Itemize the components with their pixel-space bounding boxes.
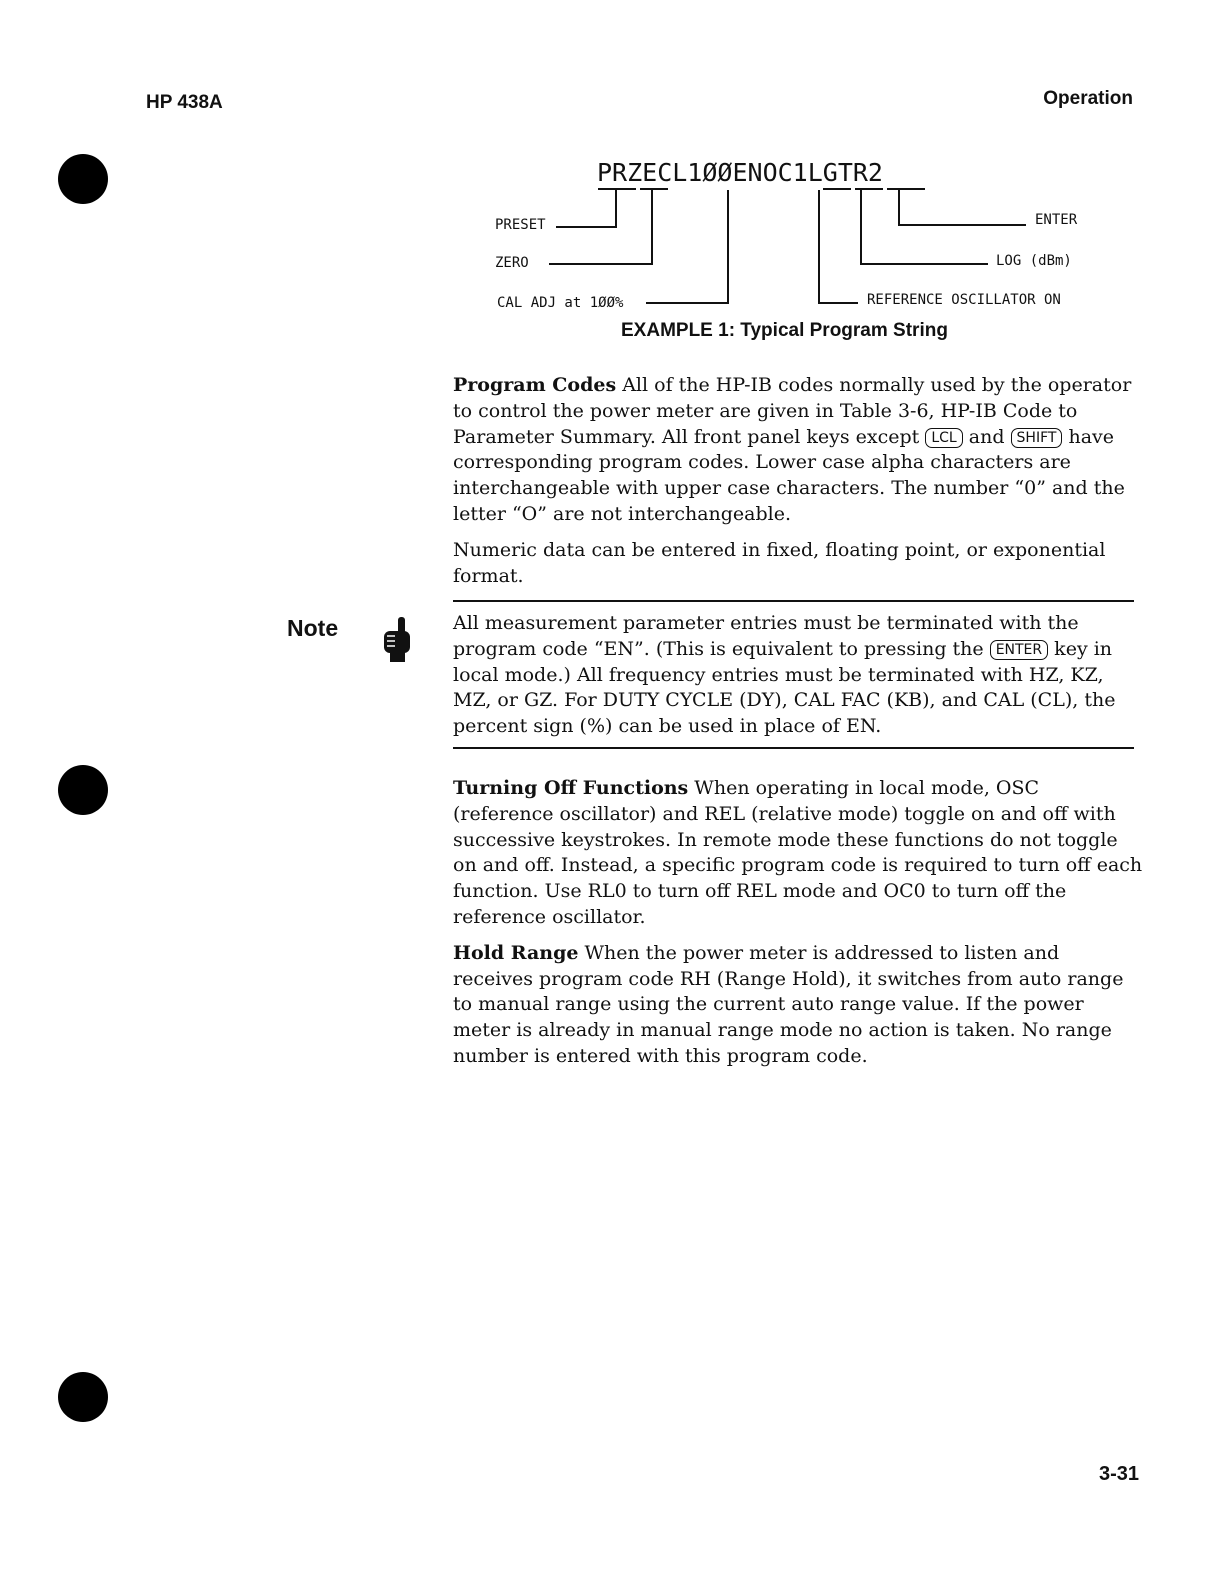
leader-log-h <box>860 263 988 265</box>
label-log: LOG (dBm) <box>996 253 1072 269</box>
program-string-diagram <box>0 0 1229 345</box>
leader-enter-v <box>898 190 900 226</box>
note-text-2: key in local mode.) All frequency entries must be terminated with HZ, KZ, MZ, or GZ. For DUTY CYCLE (DY), CAL FAC (KB), and CAL (CL), the percent sign (%) can be used in place of EN. <box>453 637 1116 738</box>
page-number: 3-31 <box>1098 1463 1139 1485</box>
example-caption: EXAMPLE 1: Typical Program String <box>621 320 948 341</box>
note-body <box>453 611 1143 750</box>
leader-cal-v <box>727 190 729 304</box>
leader-osc-h <box>818 302 858 304</box>
turning-off-text: When operating in local mode, OSC (reference oscillator) and REL (relative mode) toggle on and off with successive keystrokes. In remote mode these functions do not toggle on and off. Instead, a specific program code is required to turn off each function. Use RL0 to turn off REL mode and OC0 to turn off the reference oscillator. <box>453 777 1143 928</box>
program-codes-section <box>453 373 1143 599</box>
leader-zero-h <box>549 263 653 265</box>
note-title: Note <box>287 615 339 641</box>
program-codes-text-2: have corresponding program codes. Lower case alpha characters are interchangeable with upper case characters. The number “0” and the letter “O” are not interchangeable. <box>453 425 1125 525</box>
pointing-hand-icon <box>381 617 413 663</box>
program-codes-text-1: All of the HP-IB codes normally used by the operator to control the power meter are given in Table 3-6, HP-IB Code to Parameter Summary. All front panel keys except <box>453 374 1132 448</box>
label-cal-adj: CAL ADJ at 1ØØ% <box>497 295 624 311</box>
hold-range-text: When the power meter is addressed to listen and receives program code RH (Range Hold), it switches from auto range to manual range using the current auto range value. If the power meter is already in manual range mode no action is taken. No range number is entered with this program code. <box>453 941 1124 1067</box>
program-codes-paragraph <box>453 373 1143 528</box>
note-bottom-rule <box>453 747 1134 749</box>
program-code-string: PRZECL1ØØENOC1LGTR2 <box>597 158 883 187</box>
header-model: HP 438A <box>146 92 223 113</box>
hold-range-paragraph <box>453 941 1143 1070</box>
note-text-1: All measurement parameter entries must be terminated with the program code “EN”. (This is equivalent to pressing the <box>453 612 1079 660</box>
leader-osc-v <box>818 190 820 304</box>
note-paragraph <box>453 611 1143 740</box>
binder-hole-middle <box>58 765 108 815</box>
header-section: Operation <box>1043 88 1133 109</box>
numeric-data-paragraph: Numeric data can be entered in fixed, floating point, or exponential format. <box>453 538 1106 587</box>
leader-enter-h <box>898 224 1026 226</box>
shift-key: SHIFT <box>1011 428 1063 448</box>
label-enter: ENTER <box>1035 212 1078 228</box>
lcl-key: LCL <box>925 428 962 448</box>
functions-section <box>453 776 1143 1080</box>
underline-ze <box>640 188 668 190</box>
leader-preset-v <box>615 190 617 228</box>
enter-key: ENTER <box>990 640 1048 660</box>
leader-log-v <box>860 190 862 265</box>
turning-off-paragraph <box>453 776 1143 931</box>
label-reference-oscillator: REFERENCE OSCILLATOR ON <box>867 292 1061 308</box>
underline-tr <box>887 188 925 190</box>
leader-preset-h <box>556 226 617 228</box>
turning-off-heading: Turning Off Functions <box>453 777 689 799</box>
underline-pr <box>598 188 636 190</box>
label-zero: ZERO <box>495 255 529 271</box>
program-codes-heading: Program Codes <box>453 374 617 396</box>
hold-range-heading: Hold Range <box>453 941 579 964</box>
label-preset: PRESET <box>495 217 546 233</box>
binder-hole-bottom <box>58 1372 108 1422</box>
leader-zero-v <box>651 190 653 265</box>
leader-cal-h <box>646 302 729 304</box>
note-top-rule <box>453 600 1134 602</box>
underline-oc <box>823 188 851 190</box>
program-codes-and: and <box>962 425 1011 448</box>
